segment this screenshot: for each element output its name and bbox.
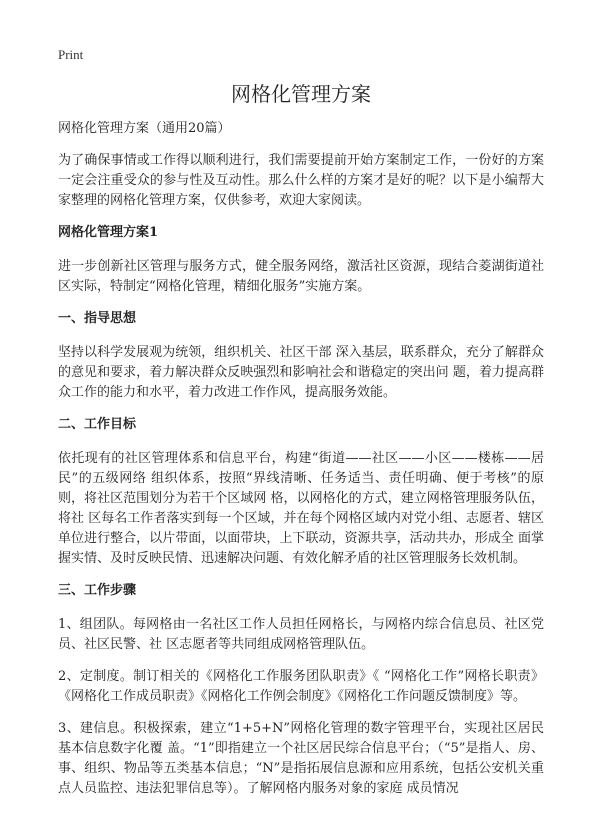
intro-paragraph: 为了确保事情或工作得以顺利进行，我们需要提前开始方案制定工作，一份好的方案一定会注重受众的参与性及互动性。那么什么样的方案才是好的呢？以下是小编帮大家整理的网格化管理方案，仅供参考，欢迎大家阅读。 — [58, 153, 544, 208]
step1-paragraph: 1、组团队。每网格由一名社区工作人员担任网格长，与网格内综合信息员、社区党员、社区民警、社 区志愿者等共同组成网格管理队伍。 — [58, 617, 544, 652]
step2-paragraph: 2、定制度。制订相关的《网格化工作服务团队职责》《 “网格化工作”网格长职责》《网格化工作成员职责》《网格化工作例会制度》《网格化工作问题反馈制度》等。 — [58, 669, 544, 704]
section1-paragraph: 进一步创新社区管理与服务方式，健全服务网络，激活社区资源，现结合菱湖街道社区实际，特制定“网格化管理，精细化服务”实施方案。 — [58, 259, 544, 294]
guiding-heading: 一、指导思想 — [58, 311, 137, 326]
print-link[interactable]: Print — [58, 47, 84, 62]
guiding-paragraph: 坚持以科学发展观为统领，组织机关、社区干部 深入基层，联系群众，充分了解群众的意见和要求，着力解决群众反映强烈和影响社会和谐稳定的突出问 题，着力提高群众工作的能力和水平，着力改进工作作风，提高服务效能。 — [58, 345, 544, 400]
goal-heading: 二、工作目标 — [58, 417, 137, 432]
step3-paragraph: 3、建信息。积极探索，建立“1+5+N”网格化管理的数字管理平台，实现社区居民基本信息数字化覆 盖。“1”即指建立一个社区居民综合信息平台；（“5”是指人、房、事、组织、物品等五类基本信息；“N”是指拓展信息源和应用系统，包括公安机关重点人员监控、违法犯罪信息等）。了解网格内服务对象的家庭 成员情况 — [58, 721, 544, 796]
document-subtitle: 网格化管理方案（通用20篇） — [58, 121, 231, 136]
goal-paragraph: 依托现有的社区管理体系和信息平台，构建“街道——社区——小区——楼栋——居民”的五级网络 组织体系，按照“界线清晰、任务适当、责任明确、便于考核”的原则，将社区范围划分为若干个区域网 格，以网格化的方式，建立网格管理服务队伍，将社 区每名工作者落实到每一个区域，并在每个网格区域内对党小组、志愿者、辖区单位进行整合，以片带面，以面带块，上下联动，资源共享，活动共办，形成全 面掌握实情、及时反映民情、迅速解决问题、有效化解矛盾的社区管理服务长效机制。 — [58, 451, 544, 566]
steps-heading: 三、工作步骤 — [58, 583, 137, 598]
page-title: 网格化管理方案 — [231, 82, 371, 106]
section1-heading: 网格化管理方案1 — [58, 225, 159, 240]
